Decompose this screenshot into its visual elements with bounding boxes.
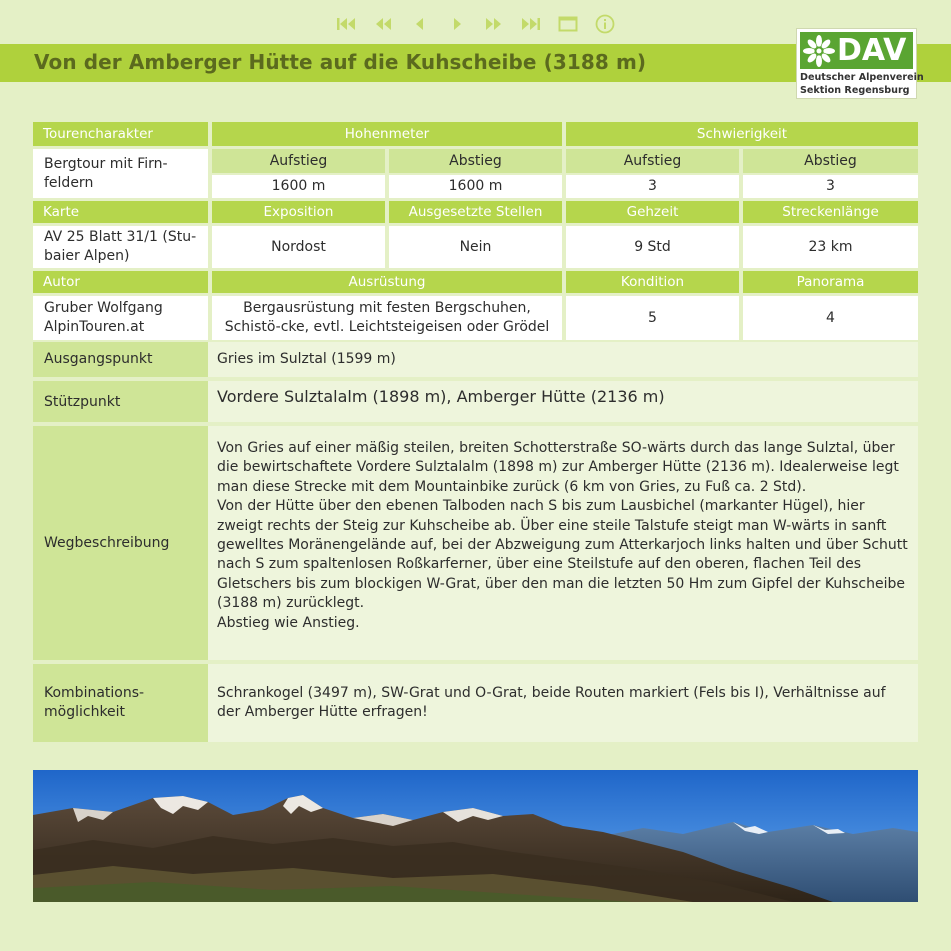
page-title: Von der Amberger Hütte auf die Kuhscheibe (3188 m) (34, 50, 647, 74)
value-karte: AV 25 Blatt 31/1 (Stu-baier Alpen) (33, 226, 208, 268)
wegbeschreibung-paragraph-2: Von der Hütte über den ebenen Talboden nach S bis zum Lausbichel (markanter Hügel), hier zweigt rechts der Steig zur Kuhscheibe ab. Über eine steile Talstufe steigt man W-wärts in sanft gewelltes Moränengelände auf, bei der Abzweigung zum Atterkarjoch links halten und über Schutt nach S zum spaltenlosen Roßkarferner, über eine Steilstufe auf den oberen, flachen Teil des Gletschers bis zum blockigen W-Grat, über den man die letzten 50 Hm zum Gipfel der Kuhscheibe (3188 m) zurücklegt. (217, 498, 908, 612)
header-autor: Autor (33, 271, 208, 293)
subheader-aufstieg-hm: Aufstieg (212, 149, 385, 173)
logo-banner (800, 32, 913, 69)
kombination-label-line-2: möglichkeit (44, 704, 126, 720)
label-wegbeschreibung: Wegbeschreibung (33, 426, 208, 660)
text-wegbeschreibung (208, 426, 918, 660)
text-stuetzpunkt: Vordere Sulztalalm (1898 m), Amberger Hütte (2136 m) (208, 381, 918, 422)
edelweiss-icon (802, 34, 836, 68)
subheader-aufstieg-sw: Aufstieg (566, 149, 739, 173)
subheader-abstieg-sw: Abstieg (743, 149, 918, 173)
value-ausruestung: Bergausrüstung mit festen Bergschuhen, Schistö-cke, evtl. Leichtsteigeisen oder Grödel (212, 296, 562, 340)
header-panorama: Panorama (743, 271, 918, 293)
header-gehzeit: Gehzeit (566, 201, 739, 223)
previous-icon[interactable] (409, 13, 431, 35)
value-kondition: 5 (566, 296, 739, 340)
subheader-abstieg-hm: Abstieg (389, 149, 562, 173)
text-kombinationsmoeglichkeit: Schrankogel (3497 m), SW-Grat und O-Grat, beide Routen markiert (Fels bis I), Verhältnisse auf der Amberger Hütte erfragen! (208, 664, 918, 742)
logo-brand: DAV (837, 33, 907, 68)
dav-logo (796, 28, 924, 99)
author-source: AlpinTouren.at (44, 319, 145, 335)
logo-subtitle (800, 71, 924, 97)
first-icon[interactable] (335, 13, 357, 35)
next-icon[interactable] (446, 13, 468, 35)
wegbeschreibung-paragraph-1: Von Gries auf einer mäßig steilen, breiten Schotterstraße SO-wärts durch das lange Sulztal, über die bewirtschaftete Vordere Sulztalalm (1898 m) zur Amberger Hütte (2136 m). Idealerweise legt man diese Strecke mit dem Mountainbike zurück (6 km von Gries, zu Fuß ca. 2 Std). (217, 439, 899, 495)
kombination-label-line-1: Kombinations- (44, 685, 145, 701)
header-streckenlaenge: Streckenlänge (743, 201, 918, 223)
value-autor (33, 296, 208, 340)
last-icon[interactable] (520, 13, 542, 35)
header-kondition: Kondition (566, 271, 739, 293)
value-aufstieg-hm: 1600 m (212, 175, 385, 198)
label-ausgangspunkt: Ausgangspunkt (33, 342, 208, 377)
header-tourencharakter: Tourencharakter (33, 122, 208, 146)
header-ausruestung: Ausrüstung (212, 271, 562, 293)
logo-line-2: Sektion Regensburg (800, 85, 910, 96)
wegbeschreibung-paragraph-3: Abstieg wie Anstieg. (217, 614, 360, 631)
text-ausgangspunkt: Gries im Sulztal (1599 m) (208, 342, 918, 377)
fast-forward-icon[interactable] (483, 13, 505, 35)
header-karte: Karte (33, 201, 208, 223)
author-name: Gruber Wolfgang (44, 300, 163, 316)
value-abstieg-hm: 1600 m (389, 175, 562, 198)
label-kombinationsmoeglichkeit (33, 664, 208, 742)
value-aufstieg-sw: 3 (566, 175, 739, 198)
value-streckenlaenge: 23 km (743, 226, 918, 268)
value-exposition: Nordost (212, 226, 385, 268)
info-icon[interactable] (594, 13, 616, 35)
window-icon[interactable] (557, 13, 579, 35)
mountain-panorama-photo (33, 770, 918, 902)
rewind-icon[interactable] (372, 13, 394, 35)
value-panorama: 4 (743, 296, 918, 340)
header-ausgesetzte-stellen: Ausgesetzte Stellen (389, 201, 562, 223)
value-tourencharakter: Bergtour mit Firn-feldern (33, 149, 208, 198)
logo-line-1: Deutscher Alpenverein (800, 72, 924, 83)
header-schwierigkeit: Schwierigkeit (566, 122, 918, 146)
value-gehzeit: 9 Std (566, 226, 739, 268)
value-ausgesetzte-stellen: Nein (389, 226, 562, 268)
value-abstieg-sw: 3 (743, 175, 918, 198)
header-hohenmeter: Hohenmeter (212, 122, 562, 146)
label-stuetzpunkt: Stützpunkt (33, 381, 208, 422)
header-exposition: Exposition (212, 201, 385, 223)
